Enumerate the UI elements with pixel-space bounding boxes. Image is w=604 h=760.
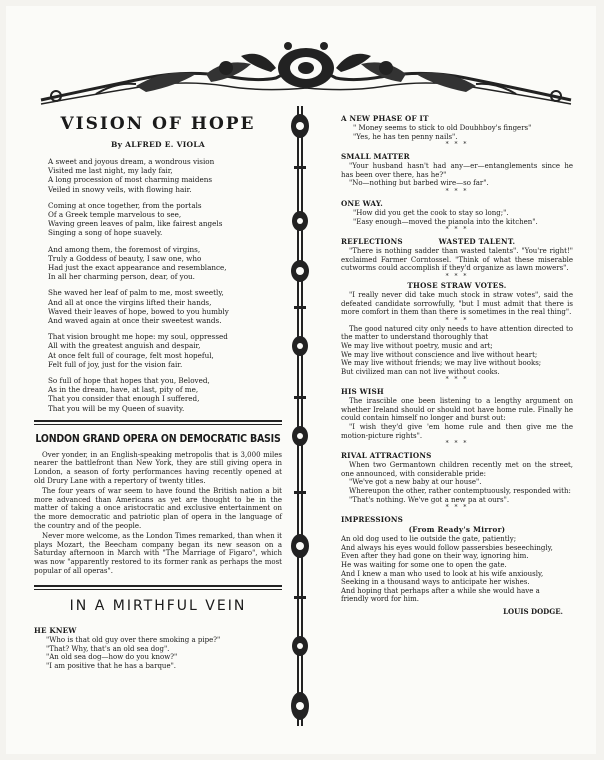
- opera-article: [34, 451, 282, 575]
- impressions-source: (From Ready's Mirror): [408, 525, 506, 535]
- poem-line: Singing a song of hope suavely.: [48, 228, 163, 238]
- opera-paragraph: Over yonder, in an English-speaking metropolis that is 3,000 miles nearer the battlefront than New York, they are still giving opera in London, a season of forty performances having recently opened at old Drury Lane with a repertory of twenty titles.: [34, 450, 282, 485]
- rival-quote-2: "That's nothing. We've got a new pa at ours".: [349, 495, 510, 504]
- poem-line: Waved their leaves of hope, bowed to you humbly: [48, 306, 229, 316]
- poem-stanza: [34, 288, 282, 325]
- poem-line: In all her charming person, dear, of you.: [48, 272, 195, 282]
- poem-line: Of a Greek temple marvelous to see,: [48, 210, 182, 220]
- opera-title: LONDON GRAND OPERA ON DEMOCRATIC BASIS: [35, 432, 281, 445]
- impressions-line: Seeking in a thousand ways to anticipate her wishes.: [341, 578, 530, 587]
- poem-line: Waving green leaves of palm, like fairest angels: [48, 219, 223, 229]
- poem-line: She waved her leaf of palm to me, most sweetly,: [48, 288, 224, 298]
- new-phase-heading: A NEW PHASE OF IT: [341, 114, 429, 123]
- poem-line: Felt full of joy, just for the vision fair.: [48, 359, 183, 369]
- poem-line: Visited me last night, my lady fair,: [48, 166, 173, 176]
- his-wish-quote: "I wish they'd give 'em home rule and then give me the motion-picture rights".: [341, 423, 573, 440]
- cooks-verse-line: We may live without conscience and live without heart;: [341, 350, 538, 359]
- separator-stars: * * *: [445, 141, 469, 149]
- separator-stars: * * *: [445, 316, 469, 324]
- section-divider: [34, 585, 282, 590]
- cooks-intro: The good natured city only needs to have attention directed to the matter to understand thoroughly that: [341, 324, 573, 342]
- cooks-verse-line: We may live without friends; we may live without books;: [341, 359, 542, 368]
- he-knew-body: [34, 636, 282, 670]
- separator-stars: * * *: [445, 187, 469, 195]
- mirthful-vein-title: IN A MIRTHFUL VEIN: [69, 598, 247, 615]
- poem-line: And waved again at once their sweetest wands.: [48, 316, 222, 326]
- newspaper-page: [6, 6, 596, 754]
- poem-line: That you consider that enough I suffered,: [48, 394, 200, 404]
- he-knew-line: "Who is that old guy over there smoking a pipe?": [46, 636, 221, 645]
- signature: LOUIS DODGE.: [503, 606, 563, 616]
- impressions-heading: IMPRESSIONS: [341, 515, 403, 525]
- poem-stanza: [34, 376, 282, 413]
- poem-line: That vision brought me hope: my soul, oppressed: [48, 332, 228, 342]
- he-knew-line: "I am positive that he has a barque".: [46, 661, 177, 670]
- new-phase-line: "Yes, he has ten penny nails".: [353, 132, 458, 141]
- small-matter-reply: "No—nothing but barbed wire—so far".: [349, 179, 489, 188]
- he-knew-line: "An old sea dog—how do you know?": [46, 653, 178, 662]
- poem-line: Had just the exact appearance and resemblance,: [48, 263, 227, 273]
- impressions-line: He was waiting for some one to open the gate.: [341, 561, 507, 569]
- reflections-heading: REFLECTIONS: [341, 237, 403, 247]
- his-wish-text: The irascible one been listening to a lengthy argument on whether Ireland should or should not have home rule. Finally he could contain himself no longer and burst out:: [341, 397, 573, 423]
- rival-text: When two Germantown children recently met on the street, one announced, with considerable pride:: [341, 461, 573, 478]
- impressions-line: And I knew a man who used to look at his wife anxiously,: [341, 569, 544, 578]
- he-knew-line: "That? Why, that's an old sea dog".: [46, 644, 170, 653]
- new-phase-line: " Money seems to stick to old Doubhboy's fingers": [353, 124, 532, 132]
- one-way-line: "How did you get the cook to stay so long;".: [353, 208, 509, 217]
- impressions-line: Even after they had gone on their way, ignoring him.: [341, 552, 529, 561]
- poem-line: So full of hope that hopes that you, Beloved,: [48, 376, 210, 386]
- separator-stars: * * *: [445, 440, 469, 448]
- left-column: [34, 114, 282, 671]
- poem-line: As in the dream, have, at last, pity of me,: [48, 385, 199, 395]
- opera-paragraph: Never more welcome, as the London Times remarked, than when it plays Mozart, the Beecham company began its new season on a Saturday afternoon in March with "The Marriage of Figaro", which was now "apparently restored to its former rank as perhaps the most popular of all operas".: [34, 532, 282, 575]
- impressions-line: And always his eyes would follow passersbies beseechingly,: [341, 543, 553, 552]
- small-matter-heading: SMALL MATTER: [341, 152, 410, 162]
- poem-line: And among them, the foremost of virgins,: [48, 244, 201, 254]
- he-knew-heading: HE KNEW: [34, 626, 77, 636]
- separator-stars: * * *: [445, 226, 469, 234]
- one-way-line: "Easy enough—moved the pianola into the kitchen".: [353, 217, 538, 226]
- poem-line: Veiled in snowy veils, with flowing hair.: [48, 184, 192, 194]
- cooks-verse-line: But civilized man can not live without cooks.: [341, 367, 500, 376]
- poem-line: And all at once the virgins lifted their hands,: [48, 297, 212, 307]
- poem-line: Coming at once together, from the portals: [48, 200, 202, 210]
- cooks-verse-line: We may live without poetry, music and art;: [341, 341, 493, 350]
- separator-stars: * * *: [445, 376, 469, 384]
- vertical-ornament-icon: [288, 106, 312, 726]
- separator-stars: * * *: [445, 504, 469, 512]
- ornamental-header-icon: [36, 38, 576, 108]
- impressions-line: An old dog used to lie outside the gate, patiently;: [341, 535, 517, 544]
- poem-stanza: [34, 201, 282, 238]
- poem-title: VISION OF HOPE: [60, 114, 256, 134]
- poem-line: All with the greatest anguish and despair,: [48, 341, 201, 351]
- straw-votes-text: "I really never did take much stock in straw votes", said the defeated candidate sorrowfully, "but I must admit that there is more comfort in them than there is sometimes in the real thing".: [341, 290, 573, 317]
- impressions-line: And hoping that perhaps after a while she would have a: [341, 586, 540, 595]
- poem-stanza: [34, 332, 282, 369]
- impressions-line: friendly word for him.: [341, 595, 419, 604]
- one-way-heading: ONE WAY.: [341, 198, 383, 208]
- rival-text-2: Whereupon the other, rather contemptuously, responded with:: [349, 487, 571, 496]
- straw-votes-subheading: THOSE STRAW VOTES.: [407, 280, 507, 290]
- poem-line: A sweet and joyous dream, a wondrous vision: [48, 157, 215, 166]
- poem-stanza: [34, 157, 282, 194]
- poem-line: A long procession of most charming maidens: [48, 175, 213, 185]
- right-column: [341, 114, 573, 616]
- poem-line: Truly a Goddess of beauty, I saw one, who: [48, 253, 202, 263]
- poem-line: At once felt full of courage, felt most hopeful,: [48, 350, 214, 360]
- wasted-talent-subheading: WASTED TALENT.: [438, 237, 516, 247]
- poem-stanza: [34, 245, 282, 282]
- his-wish-heading: HIS WISH: [341, 387, 384, 397]
- poem-byline: By ALFRED E. VIOLA: [110, 140, 206, 149]
- rival-attractions-heading: RIVAL ATTRACTIONS: [341, 451, 432, 461]
- poem-line: That you will be my Queen of suavity.: [48, 403, 185, 413]
- opera-paragraph: The four years of war seem to have found the British nation a bit more advanced than Americans as yet are thought to be in the matter of taking a once aristocratic and exclusive entertainment on the more democratic and patriotic plan of opera in the language of the country and of the people.: [34, 487, 282, 530]
- poem-stanzas: [34, 157, 282, 413]
- small-matter-text: "Your husband hasn't had any—er—entanglements since he has been over there, has he?": [341, 162, 573, 179]
- section-divider: [34, 420, 282, 425]
- impressions-poem: [341, 535, 573, 604]
- wasted-talent-text: "There is nothing sadder than wasted talents". "You're right!" exclaimed Farmer Corntossel. "Think of what these miserable cutworms could accomplish if they'd organize as lawn mowers".: [341, 247, 573, 273]
- rival-quote: "We've got a new baby at our house".: [349, 478, 482, 487]
- separator-stars: * * *: [445, 272, 469, 280]
